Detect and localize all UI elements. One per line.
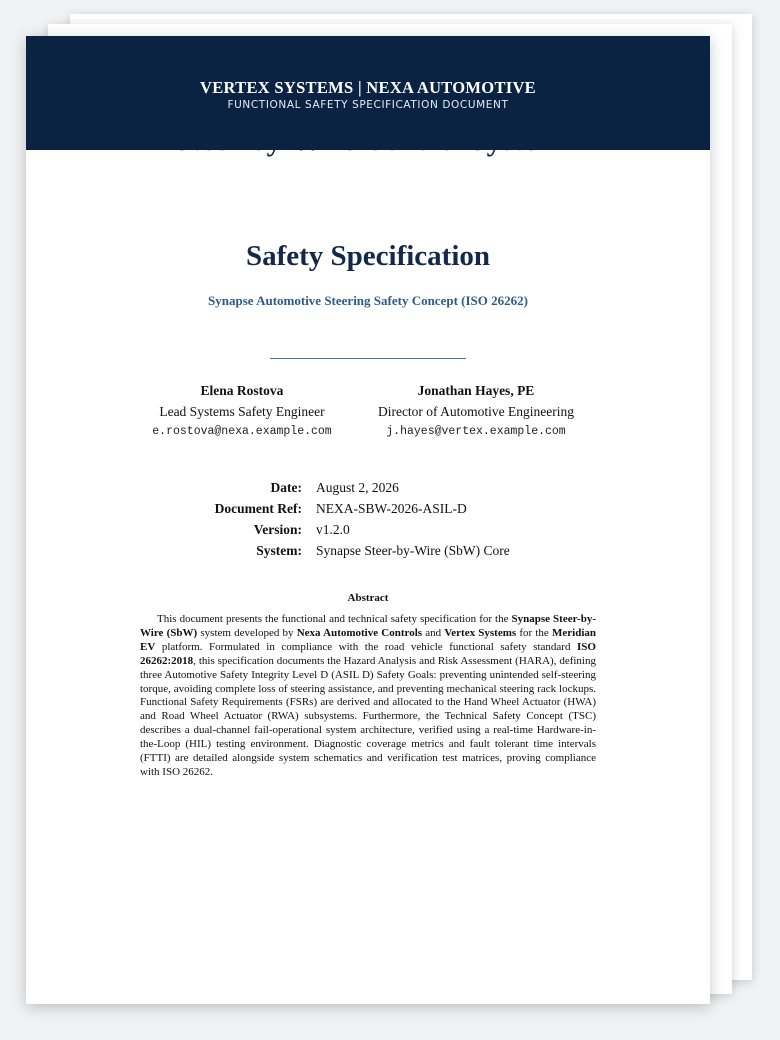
- author-role: Lead Systems Safety Engineer: [159, 404, 325, 419]
- abstract-heading: Abstract: [347, 592, 389, 604]
- metadata-row-version: [176, 521, 576, 542]
- metadata-value: v1.2.0: [316, 522, 350, 537]
- author-name: Elena Rostova: [200, 383, 284, 398]
- document-type-label: FUNCTIONAL SAFETY SPECIFICATION DOCUMENT: [227, 99, 509, 111]
- document-header-band: [26, 36, 710, 150]
- title-divider: [270, 358, 466, 359]
- metadata-label: Document Ref:: [214, 501, 302, 516]
- author-email[interactable]: e.rostova@nexa.example.com: [152, 425, 332, 438]
- author-email[interactable]: j.hayes@vertex.example.com: [386, 425, 566, 438]
- abstract-emphasis: Nexa Automotive Controls: [296, 626, 423, 639]
- metadata-row-docref: [176, 500, 576, 521]
- abstract-emphasis: Meridian EV: [140, 626, 596, 653]
- metadata-value: Synapse Steer-by-Wire (SbW) Core: [316, 543, 510, 558]
- abstract-text: , this specification documents the Hazard Analysis and Risk Assessment (HARA), defining three Automotive Safety Integrity Level D (ASIL D) Safety Goals: preventing unintended self-steering torque, avoiding complete loss of steering assistance, and preventing mechanical steering rack lockups. Functional Safety Requirements (FSRs) are derived and allocated to the Hand Wheel Actuator (HWA) and Road Wheel Actuator (RWA) subsystems. Furthermore, the Technical Safety Concept (TSC) describes a dual-channel fail-operational system architecture, verified using a real-time Hardware-in-the-Loop (HIL) testing environment. Diagnostic coverage metrics and fault tolerant time intervals (FTTI) are detailed alongside system schematics and verification test matrices, proving compliance with ISO 26262.: [140, 654, 596, 778]
- page-subtitle: Synapse Automotive Steering Safety Concept (ISO 26262): [208, 293, 528, 308]
- metadata-label: System:: [256, 543, 302, 558]
- abstract-paragraph: [140, 613, 596, 780]
- author-block: [126, 382, 358, 440]
- abstract-text: platform. Formulated in compliance with the road vehicle functional safety standard: [155, 640, 578, 653]
- author-role: Director of Automotive Engineering: [377, 404, 575, 419]
- document-metadata: [176, 479, 576, 563]
- abstract-emphasis: ISO 26262:2018: [140, 640, 596, 667]
- metadata-label: Date:: [270, 480, 302, 495]
- organization-heading: VERTEX SYSTEMS | NEXA AUTOMOTIVE: [199, 78, 536, 97]
- author-name: Jonathan Hayes, PE: [417, 383, 535, 398]
- metadata-row-system: [176, 542, 576, 563]
- abstract-text: for the: [516, 626, 552, 639]
- abstract-text: system developed by: [197, 626, 297, 639]
- page-title: Safety Specification: [245, 240, 491, 272]
- metadata-row-date: [176, 479, 576, 500]
- metadata-label: Version:: [253, 522, 302, 537]
- metadata-value: August 2, 2026: [316, 480, 399, 495]
- metadata-value: NEXA-SBW-2026-ASIL-D: [316, 501, 467, 516]
- document-page: [26, 36, 710, 1004]
- abstract-text: and: [422, 626, 445, 639]
- author-block: [356, 382, 596, 440]
- abstract-text: This document presents the functional and technical safety specification for the: [157, 613, 512, 625]
- abstract-emphasis: Synapse Steer-by-Wire (SbW): [140, 613, 596, 639]
- abstract-emphasis: Vertex Systems: [444, 626, 517, 639]
